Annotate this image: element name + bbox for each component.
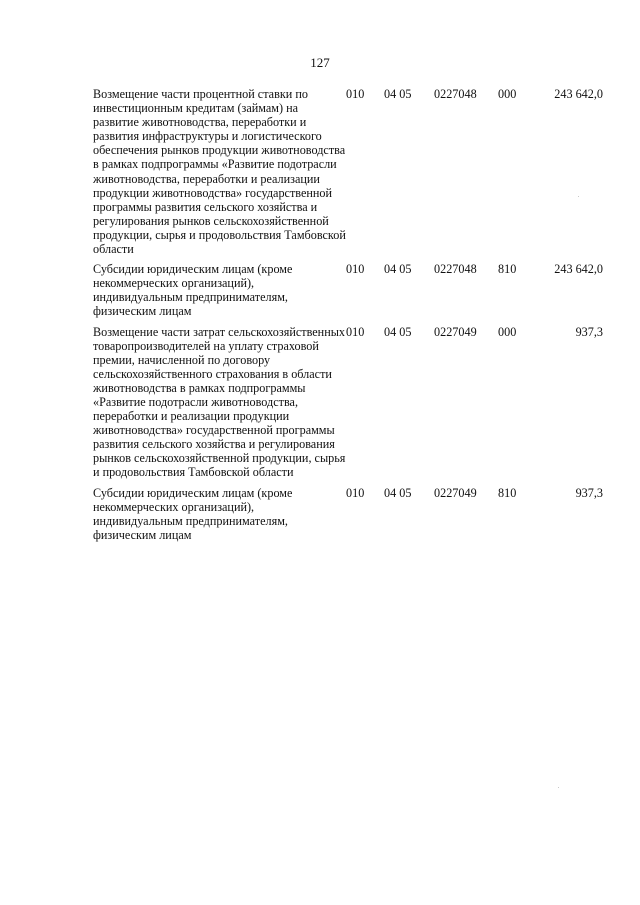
target-code: 0227048: [434, 262, 477, 277]
sum-value: 937,3: [575, 485, 603, 500]
target-code: 0227049: [434, 485, 477, 500]
section-code: 04 05: [384, 262, 412, 277]
target-code: 0227049: [434, 324, 477, 339]
expense-type-code: 000: [498, 324, 517, 339]
table-row: [93, 87, 603, 262]
expense-type-code: 000: [498, 87, 517, 101]
admin-code: 010: [346, 87, 365, 101]
sum-value: 937,3: [575, 324, 603, 339]
section-code: 04 05: [384, 485, 412, 500]
admin-code: 010: [346, 485, 365, 500]
row-name: Возмещение части процентной ставки по инвестиционным кредитам (займам) на развитие животноводства, переработки и развития инфраструктуры и логистического обеспечения рынков продукции животноводства в рамках подпрограммы «Развитие подотрасли животноводства, переработки и реализации продукции животноводства» государственной программы развития сельского хозяйства и регулирования рынков сельскохозяйственной продукции, сырья и продовольствия Тамбовской области: [93, 87, 346, 257]
scan-dot: [558, 787, 559, 788]
row-name: Возмещение части затрат сельскохозяйственных товаропроизводителей на уплату страховой премии, начисленной по договору сельскохозяйственного страхования в области животноводства в рамках подпрограммы «Развитие подотрасли животноводства, переработки и реализации продукции животноводства» государственной программы развития сельского хозяйства и регулирования рынков сельскохозяйственной продукции, сырья и продовольствия Тамбовской области: [93, 324, 346, 480]
row-name: Субсидии юридическим лицам (кроме некоммерческих организаций), индивидуальным предпринимателям, физическим лицам: [93, 485, 293, 542]
scan-dot: [578, 196, 579, 197]
sum-value: 243 642,0: [554, 87, 603, 101]
admin-code: 010: [346, 262, 365, 277]
expense-type-code: 810: [498, 485, 517, 500]
budget-table: [93, 87, 603, 548]
admin-code: 010: [346, 324, 365, 339]
section-code: 04 05: [384, 324, 412, 339]
table-row: [93, 325, 603, 486]
expense-type-code: 810: [498, 262, 517, 277]
row-name: Субсидии юридическим лицам (кроме некоммерческих организаций), индивидуальным предпринимателям, физическим лицам: [93, 262, 293, 319]
page-number: 127: [310, 55, 330, 70]
section-code: 04 05: [384, 87, 412, 101]
table-row: [93, 262, 603, 324]
table-row: [93, 486, 603, 548]
target-code: 0227048: [434, 87, 477, 101]
sum-value: 243 642,0: [554, 262, 603, 277]
